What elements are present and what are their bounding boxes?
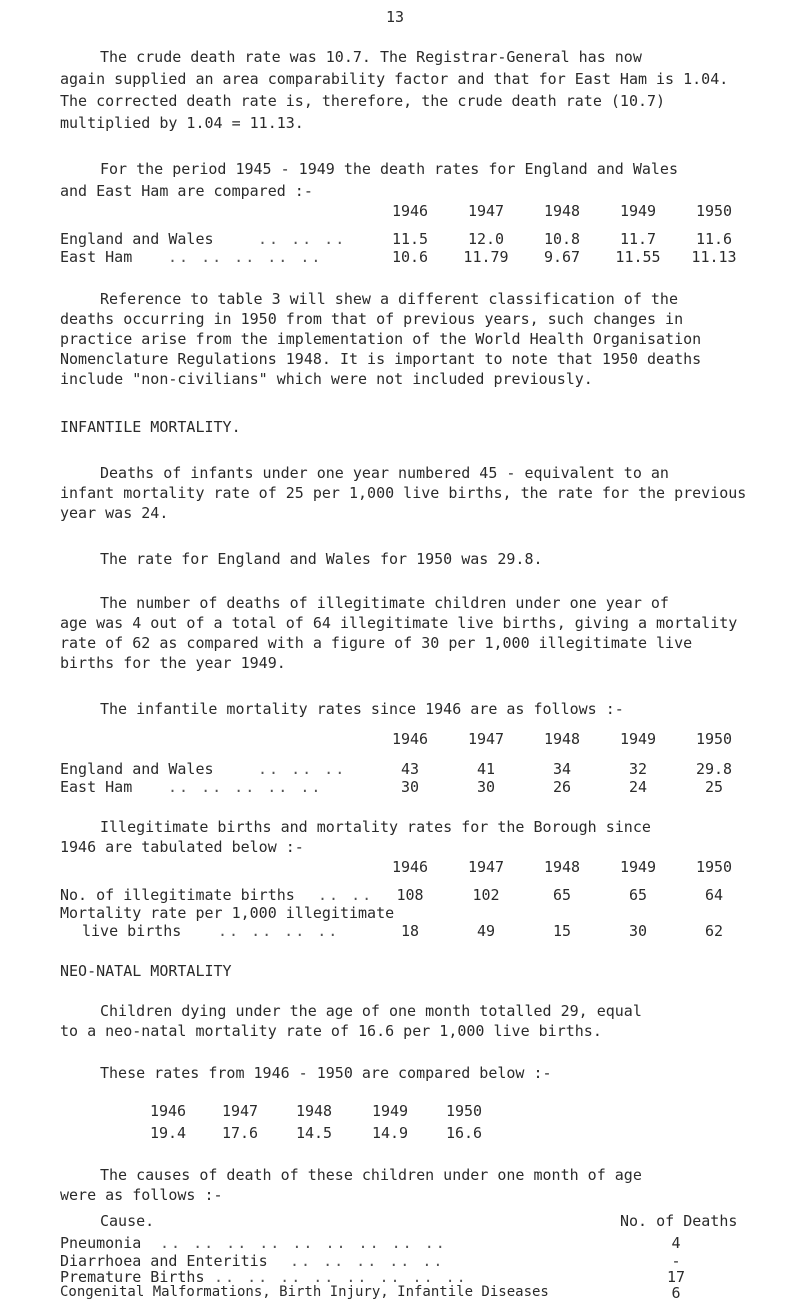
year-header: 1950 [695, 730, 733, 748]
year-header: 1948 [543, 202, 581, 220]
table-cell: 102 [472, 886, 500, 904]
text-line: rate of 62 as compared with a figure of 30 per 1,000 illegitimate live [60, 634, 693, 652]
text-line: include "non-civilians" which were not included previously. [60, 370, 593, 388]
year-header: 1948 [543, 730, 581, 748]
leader-dots: .. .. .. .. [218, 922, 340, 940]
text-line: Reference to table 3 will shew a different classification of the [100, 290, 678, 308]
text-line: The causes of death of these children under one month of age [100, 1166, 642, 1184]
year-header: 1950 [695, 858, 733, 876]
table-cell: 49 [476, 922, 496, 940]
table-cell: 108 [396, 886, 424, 904]
row-label: England and Wales [60, 230, 214, 248]
table-cell: 18 [400, 922, 420, 940]
table-cell: 11.6 [695, 230, 733, 248]
year-header: 1946 [391, 858, 429, 876]
year-header: 1949 [619, 202, 657, 220]
year-header: 1947 [221, 1102, 259, 1120]
leader-dots: .. .. .. .. .. .. .. .. .. [160, 1234, 447, 1252]
table-cell: 14.9 [371, 1124, 409, 1142]
row-label: No. of illegitimate births [60, 886, 295, 904]
text-line: 1946 are tabulated below :- [60, 838, 304, 856]
text-line: births for the year 1949. [60, 654, 286, 672]
section-heading-neonatal-mortality: NEO-NATAL MORTALITY [60, 962, 232, 980]
text-line: to a neo-natal mortality rate of 16.6 per 1,000 live births. [60, 1022, 602, 1040]
table-cell: 26 [552, 778, 572, 796]
table-cell: 16.6 [445, 1124, 483, 1142]
cause-count: 4 [671, 1234, 681, 1252]
table-cell: 64 [704, 886, 724, 904]
table-cell: 11.5 [391, 230, 429, 248]
table-cell: 25 [704, 778, 724, 796]
year-header: 1950 [695, 202, 733, 220]
table-cell: 10.6 [391, 248, 429, 266]
header-deaths: No. of Deaths [620, 1212, 738, 1230]
table-cell: 65 [628, 886, 648, 904]
table-cell: 10.8 [543, 230, 581, 248]
leader-dots: .. .. [318, 886, 374, 904]
leader-dots: .. .. .. .. .. [168, 778, 323, 796]
paragraph-infantile-rates-intro: The infantile mortality rates since 1946 are as follows :- [100, 700, 624, 718]
cause-label: Premature Births [60, 1268, 205, 1286]
row-label: East Ham [60, 778, 133, 796]
leader-dots: .. .. .. .. .. [290, 1252, 445, 1270]
table-cell: 14.5 [295, 1124, 333, 1142]
text-line: The number of deaths of illegitimate children under one year of [100, 594, 669, 612]
header-cause: Cause. [100, 1212, 155, 1230]
text-line: infant mortality rate of 25 per 1,000 live births, the rate for the previous [60, 484, 747, 502]
year-header: 1947 [467, 202, 505, 220]
table-cell: 34 [552, 760, 572, 778]
leader-dots: .. .. .. .. .. [168, 248, 323, 266]
text-line: For the period 1945 - 1949 the death rates for England and Wales [100, 160, 678, 178]
year-header: 1949 [371, 1102, 409, 1120]
table-cell: 62 [704, 922, 724, 940]
text-line: The crude death rate was 10.7. The Registrar-General has now [100, 48, 642, 66]
table-cell: 12.0 [467, 230, 505, 248]
section-heading-infantile-mortality: INFANTILE MORTALITY. [60, 418, 241, 436]
year-header: 1949 [619, 858, 657, 876]
year-header: 1947 [467, 730, 505, 748]
row-label: East Ham [60, 248, 133, 266]
year-header: 1946 [391, 730, 429, 748]
year-header: 1948 [295, 1102, 333, 1120]
text-line: practice arise from the implementation of the World Health Organisation [60, 330, 702, 348]
table-cell: 29.8 [695, 760, 733, 778]
year-header: 1946 [391, 202, 429, 220]
text-line: Illegitimate births and mortality rates for the Borough since [100, 818, 651, 836]
text-line: Children dying under the age of one month totalled 29, equal [100, 1002, 642, 1020]
cause-label: Pneumonia [60, 1234, 142, 1252]
text-line: age was 4 out of a total of 64 illegitimate live births, giving a mortality [60, 614, 738, 632]
text-line: Nomenclature Regulations 1948. It is important to note that 1950 deaths [60, 350, 702, 368]
year-header: 1946 [149, 1102, 187, 1120]
page-number: 13 [386, 8, 405, 26]
table-cell: 41 [476, 760, 496, 778]
row-label: live births [82, 922, 182, 940]
text-line: year was 24. [60, 504, 169, 522]
table-cell: 65 [552, 886, 572, 904]
table-cell: 30 [476, 778, 496, 796]
text-line: multiplied by 1.04 = 11.13. [60, 114, 304, 132]
table-cell: 19.4 [149, 1124, 187, 1142]
year-header: 1948 [543, 858, 581, 876]
paragraph-england-wales-rate: The rate for England and Wales for 1950 was 29.8. [100, 550, 543, 568]
table-cell: 11.7 [619, 230, 657, 248]
row-label: England and Wales [60, 760, 214, 778]
table-cell: 11.13 [691, 248, 737, 266]
year-header: 1950 [445, 1102, 483, 1120]
text-line: deaths occurring in 1950 from that of previous years, such changes in [60, 310, 684, 328]
table-cell: 17.6 [221, 1124, 259, 1142]
year-header: 1947 [467, 858, 505, 876]
text-line: and East Ham are compared :- [60, 182, 313, 200]
cause-count: 17 [666, 1268, 686, 1286]
table-cell: 15 [552, 922, 572, 940]
table-cell: 9.67 [543, 248, 581, 266]
table-cell: 32 [628, 760, 648, 778]
paragraph-neonatal-compare-intro: These rates from 1946 - 1950 are compared below :- [100, 1064, 552, 1082]
table-cell: 30 [400, 778, 420, 796]
table-cell: 11.79 [463, 248, 509, 266]
cause-label: Congenital Malformations, Birth Injury, Infantile Diseases [60, 1284, 549, 1300]
text-line: were as follows :- [60, 1186, 223, 1204]
table-cell: 43 [400, 760, 420, 778]
cause-count: 6 [671, 1284, 681, 1302]
table-cell: 24 [628, 778, 648, 796]
cause-count: - [671, 1252, 681, 1270]
text-line: again supplied an area comparability factor and that for East Ham is 1.04. [60, 70, 729, 88]
leader-dots: .. .. .. .. .. .. .. .. [214, 1268, 468, 1286]
leader-dots: .. .. .. [258, 760, 347, 778]
text-line: Deaths of infants under one year numbered 45 - equivalent to an [100, 464, 669, 482]
table-cell: 30 [628, 922, 648, 940]
row-label: Mortality rate per 1,000 illegitimate [60, 904, 395, 922]
year-header: 1949 [619, 730, 657, 748]
text-line: The corrected death rate is, therefore, the crude death rate (10.7) [60, 92, 666, 110]
leader-dots: .. .. .. [258, 230, 347, 248]
table-cell: 11.55 [615, 248, 661, 266]
cause-label: Diarrhoea and Enteritis [60, 1252, 268, 1270]
